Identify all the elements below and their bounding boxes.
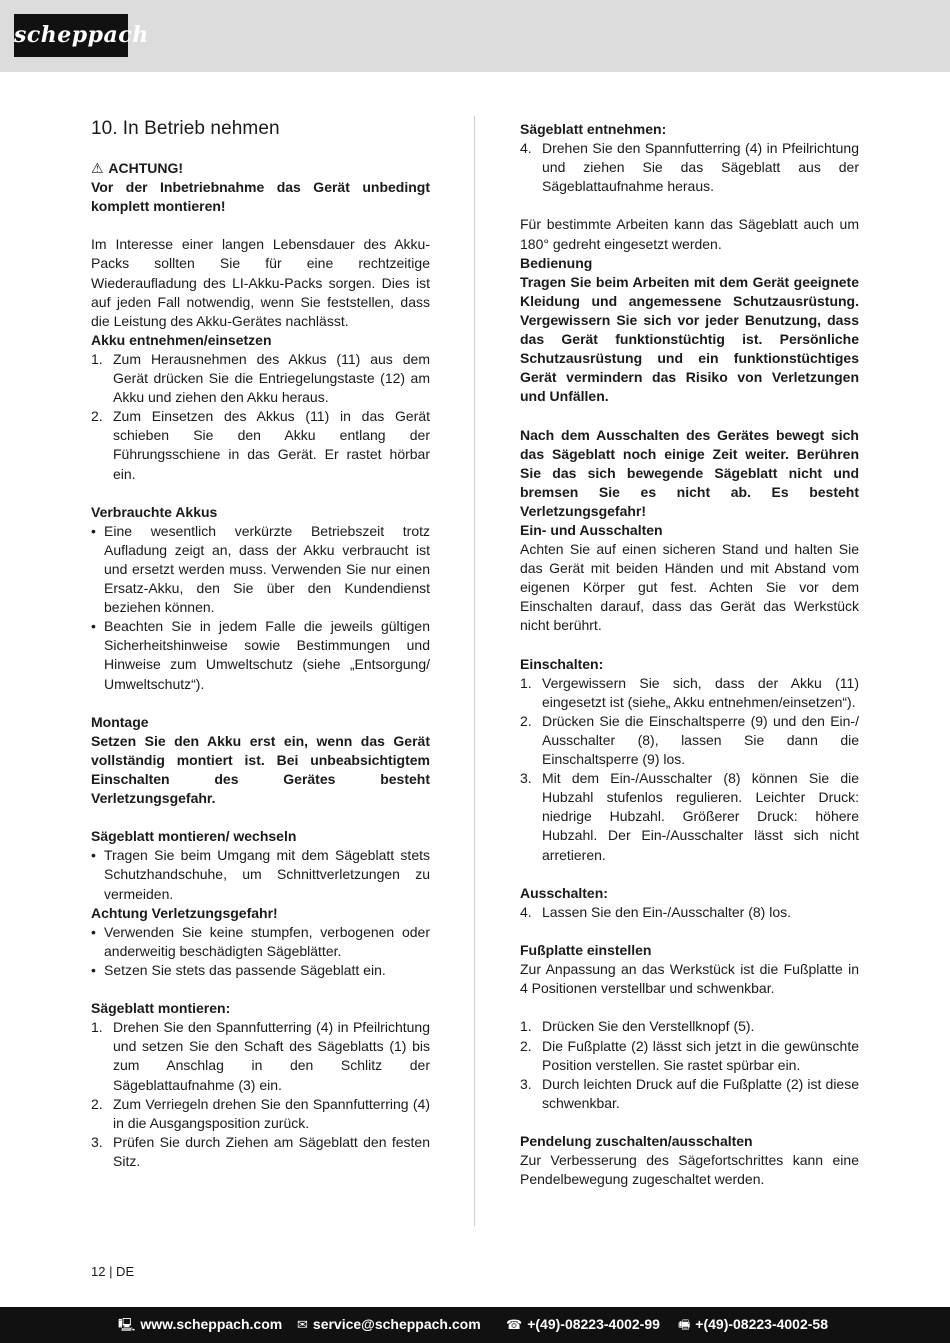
header-bar bbox=[0, 0, 950, 72]
pendel-text: Zur Verbesserung des Sägefortschrittes kann eine Pendelbewegung zugeschaltet werden. bbox=[520, 1152, 859, 1188]
list-item: • Beachten Sie in jedem Falle die jeweils gültigen Sicherheitshinweise sowie Bestimmungen und Hinweise zum Umweltschutz (siehe „Entsorgung/ Umweltschutz“). bbox=[91, 618, 430, 692]
ausschalten-section bbox=[520, 884, 859, 922]
warning-label: ACHTUNG! bbox=[108, 160, 184, 176]
list-item: 1. Zum Herausnehmen des Akkus (11) aus dem Gerät drücken Sie die Entriegelungstaste (12) am Akku und ziehen den Akku heraus. bbox=[91, 350, 430, 406]
warning-block bbox=[91, 159, 430, 216]
list-item: 2. Die Fußplatte (2) lässt sich jetzt in die gewünschte Position verstellen. Sie rastet spürbar ein. bbox=[520, 1037, 859, 1073]
column-divider bbox=[474, 116, 475, 1226]
montieren-heading: Sägeblatt montieren: bbox=[91, 1000, 231, 1017]
fussplatte-text: Zur Anpassung an das Werkstück ist die Fußplatte in 4 Positionen verstellbar und schwenkbar. bbox=[520, 961, 859, 997]
fussplatte-heading: Fußplatte einstellen bbox=[520, 942, 652, 959]
verbraucht-section bbox=[91, 503, 430, 694]
phone-icon: ☎ bbox=[506, 1317, 523, 1332]
list-item: 3. Mit dem Ein-/Ausschalter (8) können Sie die Hubzahl stufenlos regulieren. Leichter Druck: niedrige Hubzahl. Größerer Druck: höhere Hubzahl. Der Ein-/Ausschalter lässt sich nicht arretieren. bbox=[520, 770, 859, 863]
list-item: 2. Zum Einsetzen des Akkus (11) in das Gerät schieben Sie den Akku entlang der Führungsschiene in das Gerät. Er rastet hörbar ein. bbox=[91, 408, 430, 482]
right-column bbox=[520, 120, 859, 1189]
akku-heading: Akku entnehmen/einsetzen bbox=[91, 331, 272, 348]
list-item: 4. Drehen Sie den Spannfutterring (4) in Pfeilrichtung und ziehen Sie das Sägeblatt aus der Sägeblattaufnahme heraus. bbox=[520, 140, 859, 195]
intro-paragraph: Im Interesse einer langen Lebensdauer des Akku-Packs sollten Sie für eine rechtzeitige Wiederaufladung des LI-Akku-Packs sorgen. Dies ist auf jeden Fall notwendig, wenn Sie feststellen, dass die Leistung des Akku-Gerätes nachlässt. bbox=[91, 236, 430, 329]
list-item: 2. Drücken Sie die Einschaltsperre (9) und den Ein-/ Ausschalter (8), lassen Sie dann die Einschaltsperre (9) los. bbox=[520, 712, 859, 768]
list-item: 2. Zum Verriegeln drehen Sie den Spannfutterring (4) in die Ausgangsposition zurück. bbox=[91, 1095, 430, 1131]
nachlauf-warning: Nach dem Ausschalten des Gerätes bewegt sich das Sägeblatt noch einige Zeit weiter. Berühren Sie das sich bewegende Sägeblatt nicht und bremsen Sie es nicht ab. Es besteht Verletzungsgefahr! bbox=[520, 426, 859, 519]
footer-phone[interactable]: ☎ +(49)-08223-4002-99 bbox=[506, 1316, 660, 1332]
pendel-heading: Pendelung zuschalten/ausschalten bbox=[520, 1132, 753, 1149]
montage-text: Setzen Sie den Akku erst ein, wenn das Gerät vollständig montiert ist. Bei unbeabsichtigtem Einschalten des Gerätes besteht Verletzungsgefahr. bbox=[91, 732, 430, 807]
scheppach-logo: scheppach bbox=[14, 14, 128, 57]
list-item: • Setzen Sie stets das passende Sägeblatt ein. bbox=[91, 961, 386, 978]
list-item: • Tragen Sie beim Umgang mit dem Sägeblatt stets Schutzhandschuhe, um Schnittverletzungen zu vermeiden. bbox=[91, 847, 430, 902]
bedienung-section bbox=[520, 254, 859, 407]
list-item: 1. Drücken Sie den Verstellknopf (5). bbox=[520, 1018, 755, 1035]
wechseln-section bbox=[91, 827, 430, 980]
footer-bar bbox=[0, 1307, 950, 1343]
warning-text: Vor der Inbetriebnahme das Gerät unbedingt komplett montieren! bbox=[91, 179, 430, 215]
list-item: 3. Prüfen Sie durch Ziehen am Sägeblatt den festen Sitz. bbox=[91, 1133, 430, 1169]
einschalten-section bbox=[520, 655, 859, 865]
footer-web[interactable]: 🖳 www.scheppach.com bbox=[118, 1316, 283, 1332]
montieren-section bbox=[91, 999, 430, 1171]
ausschalten-heading: Ausschalten: bbox=[520, 884, 608, 901]
montage-section bbox=[91, 713, 430, 808]
bedienung-text: Tragen Sie beim Arbeiten mit dem Gerät geeignete Kleidung und angemessene Schutzausrüstung. Vergewissern Sie sich vor jeder Benutzung, dass das Gerät funktionstüchtig ist. Persönliche Schutzausrüstung und ein funktionstüchtiges Gerät vermindern das Risiko von Verletzungen und Unfällen. bbox=[520, 273, 859, 405]
left-column bbox=[91, 118, 430, 1190]
einaus-text: Achten Sie auf einen sicheren Stand und halten Sie das Gerät mit beiden Händen und mit Abstand vom eigenen Körper gut fest. Achten Sie vor dem Einschalten darauf, dass das Gerät das Werkstück nicht berührt. bbox=[520, 541, 859, 634]
verbraucht-heading: Verbrauchte Akkus bbox=[91, 503, 218, 520]
gedreht-paragraph: Für bestimmte Arbeiten kann das Sägeblatt auch um 180° gedreht eingesetzt werden. bbox=[520, 216, 859, 252]
footer-fax[interactable]: 🖷 +(49)-08223-4002-58 bbox=[678, 1316, 828, 1332]
list-item: • Verwenden Sie keine stumpfen, verbogenen oder anderweitig beschädigten Sägeblätter. bbox=[91, 923, 430, 959]
warning-triangle-icon: ⚠ bbox=[91, 160, 104, 176]
section-title: 10. In Betrieb nehmen bbox=[91, 118, 280, 139]
page-number: 12 | DE bbox=[91, 1264, 135, 1279]
fussplatte-section bbox=[520, 941, 859, 998]
montage-heading: Montage bbox=[91, 713, 149, 730]
fussplatte-steps bbox=[520, 1017, 859, 1112]
einschalten-heading: Einschalten: bbox=[520, 655, 604, 672]
entnehmen-section bbox=[520, 120, 859, 196]
list-item: 3. Durch leichten Druck auf die Fußplatte (2) ist diese schwenkbar. bbox=[520, 1075, 859, 1111]
list-item: 1. Drehen Sie den Spannfutterring (4) in Pfeilrichtung und setzen Sie den Schaft des Sägeblatts (1) bis zum Anschlag in den Schlitz der Sägeblattaufnahme (3) ein. bbox=[91, 1019, 430, 1093]
gefahr-heading: Achtung Verletzungsgefahr! bbox=[91, 904, 278, 921]
list-item: • Eine wesentlich verkürzte Betriebszeit trotz Aufladung zeigt an, dass der Akku verbraucht ist und ersetzt werden muss. Verwenden Sie nur einen Ersatz-Akku, den Sie über den Kundendienst beziehen können. bbox=[91, 522, 430, 616]
bedienung-heading: Bedienung bbox=[520, 254, 593, 271]
entnehmen-heading: Sägeblatt entnehmen: bbox=[520, 121, 667, 137]
footer-mail[interactable]: ✉ service@scheppach.com bbox=[297, 1316, 481, 1332]
mail-icon: ✉ bbox=[297, 1317, 308, 1332]
list-item: 4. Lassen Sie den Ein-/Ausschalter (8) los. bbox=[520, 903, 792, 920]
einaus-heading: Ein- und Ausschalten bbox=[520, 521, 663, 538]
computer-icon: 🖳 bbox=[118, 1317, 136, 1332]
akku-section bbox=[91, 331, 430, 484]
fax-icon: 🖷 bbox=[678, 1317, 691, 1332]
wechseln-heading: Sägeblatt montieren/ wechseln bbox=[91, 828, 297, 845]
pendel-section bbox=[520, 1132, 859, 1189]
list-item: 1. Vergewissern Sie sich, dass der Akku (11) eingesetzt ist (siehe„ Akku entnehmen/einsetzen“). bbox=[520, 674, 859, 710]
einaus-section bbox=[520, 521, 859, 636]
